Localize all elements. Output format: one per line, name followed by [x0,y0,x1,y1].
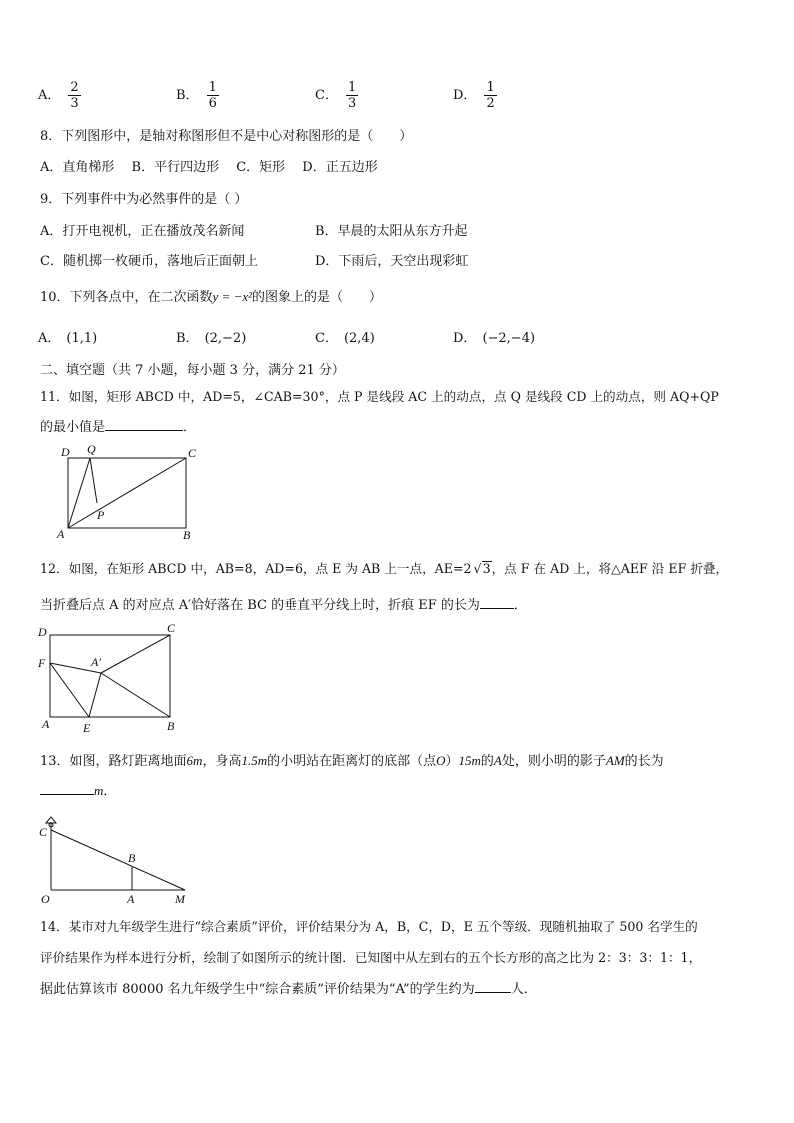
label-p: P [97,508,105,522]
numerator: 1 [347,80,357,95]
q12-line2 [40,594,527,613]
denominator: 6 [208,96,217,111]
q9-option-d: D．下雨后，天空出现彩虹 [315,254,469,269]
q13-line2 [40,780,116,799]
q8-options: A．直角梯形 B．平行四边形 C．矩形 D．正五边形 [40,160,378,175]
q10-option-a [38,327,97,346]
option-point: (1,1) [66,331,98,346]
q7-option-a [38,80,81,111]
label-o: O [41,892,50,905]
segment-aq [68,458,90,528]
q13-text: 处，则小明的影子 [501,754,606,769]
q13-text: 的长为 [624,754,664,769]
q13-text: 13．如图，路灯距离地面 [40,754,187,769]
rectangle-abcd [50,635,170,717]
q13-text: 的小明站在距离灯的底部（点 [267,754,437,769]
q12-figure [35,620,185,738]
segment-a1b [101,673,170,717]
q7-option-d [453,80,497,111]
answer-blank [475,992,511,993]
q13-text: ） [445,754,459,769]
q12-line2-end: ． [513,598,527,613]
sqrt-sign: √ [473,561,482,576]
label-q: Q [87,443,96,456]
q11-line2-end: ． [183,420,197,435]
q13-value: O [436,753,446,768]
label-c: C [167,621,176,635]
q14-line1: 14．某市对九年级学生进行“综合素质”评价，评价结果分为 A，B，C，D，E 五个等级．现随机抽取了 500 名学生的 [40,919,698,934]
segment-a1e [89,673,101,717]
option-letter: A． [38,88,61,103]
q10-option-d [453,327,535,346]
q10-option-c [315,327,375,346]
answer-blank [105,430,183,431]
numerator: 1 [208,80,217,95]
q14-line3-text: 据此估算该市 80000 名九年级学生中“综合素质”评价结果为“A”的学生约为 [40,982,475,997]
label-a: A [57,527,65,541]
q10-stem-pre: 10．下列各点中，在二次函数 [40,290,213,305]
section-heading: 二、填空题（共 7 小题，每小题 3 分，满分 21 分） [40,363,345,378]
q10-stem-post: 的图象上的是（ ） [252,290,383,305]
label-d: D [61,445,70,459]
q9-option-c: C．随机掷一枚硬币，落地后正面朝上 [40,254,258,269]
light-ray [51,830,185,890]
numerator: 2 [70,80,79,95]
q13-text: 的 [480,754,494,769]
q11-line1: 11．如图，矩形 ABCD 中，AD=5，∠CAB=30°，点 P 是线段 AC 上的动点，点 Q 是线段 CD 上的动点，则 AQ+QP [40,389,719,404]
fraction [484,80,496,111]
option-letter: B． [176,331,199,346]
q10-function: y = −x² [212,289,253,304]
q13-text: ，身高 [202,754,242,769]
unit: m [94,783,104,798]
label-b: B [167,719,175,733]
q13-line1 [40,750,664,769]
q7-option-c [315,80,358,111]
q11-figure [55,443,215,543]
option-letter: B． [176,88,199,103]
label-m: M [175,892,185,905]
fraction [207,80,219,111]
segment-qp [90,458,97,503]
denominator: 3 [70,96,79,111]
q14-line3-end: 人． [510,982,537,997]
label-c: C [188,446,197,460]
q11-line2 [40,416,196,435]
q9-option-a: A．打开电视机，正在播放茂名新闻 [40,224,245,239]
label-e: E [83,721,91,735]
label-a: A [127,892,135,905]
sqrt-radicand: 3 [482,561,491,576]
option-letter: C． [315,331,338,346]
answer-blank [40,794,94,795]
q12-line1-pre: 12．如图，在矩形 ABCD 中，AB=8，AD=6，点 E 为 AB 上一点，AE=2 [40,561,472,576]
diagonal-ac [68,458,186,528]
q13-figure [35,810,205,905]
option-letter: D． [453,331,477,346]
label-d: D [38,625,47,639]
option-point: (2,4) [343,331,375,346]
q14-line2: 评价结果作为样本进行分析，绘制了如图所示的统计图．已知图中从左到右的五个长方形的高之比为 2：3：3：1：1， [40,950,702,965]
answer-blank [480,608,514,609]
label-b: B [183,528,191,542]
q13-line2-end: ． [103,784,117,799]
segment-a1c [101,635,170,673]
label-f: F [38,656,46,670]
segment-fe [50,663,89,717]
q13-value: 15m [458,753,481,768]
fraction [68,80,80,111]
q9-stem: 9．下列事件中为必然事件的是（ ） [40,192,248,207]
label-a-prime: A′ [91,655,101,669]
q10-stem [40,286,382,305]
q14-line3 [40,978,537,997]
q13-value: 1.5m [241,753,268,768]
option-point: (−2,−4) [482,331,536,346]
label-c: C [39,825,48,839]
option-point: (2,−2) [204,331,247,346]
q13-value: AM [605,753,625,768]
numerator: 1 [486,80,495,95]
q8-stem: 8．下列图形中，是轴对称图形但不是中心对称图形的是（ ） [40,129,413,144]
q13-value: A [493,753,502,768]
q11-line2-text: 的最小值是 [40,420,106,435]
q10-option-b [176,327,246,346]
q7-option-b [176,80,219,111]
q12-line1-post: ，点 F 在 AD 上，将△AEF 沿 EF 折叠， [491,561,729,576]
option-letter: C． [315,88,338,103]
q13-value: 6m [186,753,203,768]
option-letter: A． [38,331,61,346]
q12-line1 [40,558,728,577]
label-a: A [42,717,50,731]
q9-option-b: B．早晨的太阳从东方升起 [315,224,468,239]
option-letter: D． [453,88,477,103]
q12-line2-text: 当折叠后点 A 的对应点 A′恰好落在 BC 的垂直平分线上时，折痕 EF 的长为 [40,598,480,613]
fraction [346,80,358,111]
label-b: B [128,851,136,865]
denominator: 2 [486,96,495,111]
denominator: 3 [347,96,357,111]
